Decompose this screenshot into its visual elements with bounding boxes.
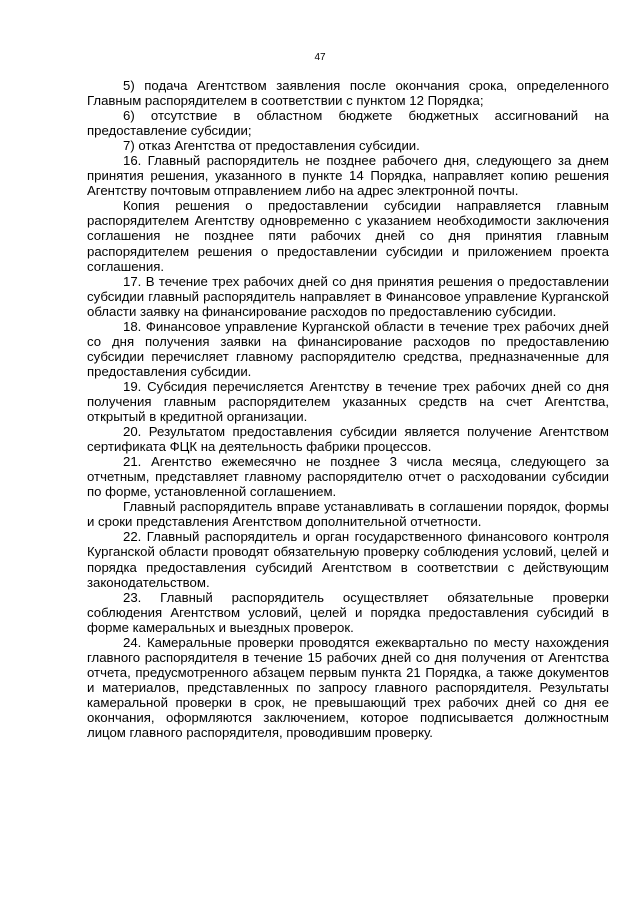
paragraph-clause-20: 20. Результатом предоставления субсидии является получение Агентством сертификата ФЦК на деятельность фабрики процессов. — [87, 424, 609, 455]
paragraph-item-7: 7) отказ Агентства от предоставления субсидии. — [123, 138, 420, 154]
paragraph-clause-17: 17. В течение трех рабочих дней со дня принятия решения о предоставлении субсидии главный распорядитель направляет в Финансовое управление Курганской области заявку на финансирование расходов по предоставлению субсидии. — [87, 273, 609, 319]
paragraph-clause-21: 21. Агентство ежемесячно не позднее 3 числа месяца, следующего за отчетным, представляет главному распорядителю отчет о расходовании субсидии по форме, установленной соглашением. — [87, 454, 609, 500]
paragraph-item-6: 6) отсутствие в областном бюджете бюджетных ассигнований на предоставление субсидии; — [87, 108, 609, 139]
paragraph-clause-23: 23. Главный распорядитель осуществляет обязательные проверки соблюдения Агентством условий, целей и порядка предоставления субсидий в форме камеральных и выездных проверок. — [87, 589, 609, 635]
paragraph-clause-18: 18. Финансовое управление Курганской области в течение трех рабочих дней со дня получения заявки на финансирование расходов по предоставлению субсидии перечисляет главному распорядителю средства, предназначенные для предоставления субсидии. — [87, 318, 609, 379]
paragraph-clause-24: 24. Камеральные проверки проводятся ежеквартально по месту нахождения главного распорядителя в течение 15 рабочих дней со дня получения от Агентства отчета, предусмотренного абзацем первым пункта 21 Порядка, а также документов и материалов, представленных по запросу главного распорядителя. Результаты камеральной проверки в срок, не превышающий трех рабочих дней со дня ее окончания, оформляются заключением, которое подписывается должностным лицом главного распорядителя, проводившим проверку. — [87, 634, 609, 741]
paragraph-clause-21-reporting: Главный распорядитель вправе устанавливать в соглашении порядок, формы и сроки представления Агентством дополнительной отчетности. — [87, 499, 609, 530]
page-number: 47 — [314, 52, 326, 63]
document-body — [87, 78, 609, 740]
paragraph-clause-16: 16. Главный распорядитель не позднее рабочего дня, следующего за днем принятия решения, указанного в пункте 14 Порядка, направляет копию решения Агентству почтовым отправлением либо на адрес электронной почты. — [87, 153, 609, 199]
paragraph-item-5: 5) подача Агентством заявления после окончания срока, определенного Главным распорядителем в соответствии с пунктом 12 Порядка; — [87, 78, 609, 109]
paragraph-clause-19: 19. Субсидия перечисляется Агентству в течение трех рабочих дней со дня получения главным распорядителем указанных средств на счет Агентства, открытый в кредитной организации. — [87, 378, 609, 425]
paragraph-clause-16-copy: Копия решения о предоставлении субсидии направляется главным распорядителем Агентству одновременно с указанием необходимости заключения соглашения не позднее пяти рабочих дней со дня принятия главным распорядителем решения о предоставлении субсидии и приложением проекта соглашения. — [87, 198, 609, 274]
paragraph-clause-22: 22. Главный распорядитель и орган государственного финансового контроля Курганской области проводят обязательную проверку соблюдения условий, целей и порядка предоставления субсидий Агентством в соответствии с действующим законодательством. — [87, 529, 609, 590]
